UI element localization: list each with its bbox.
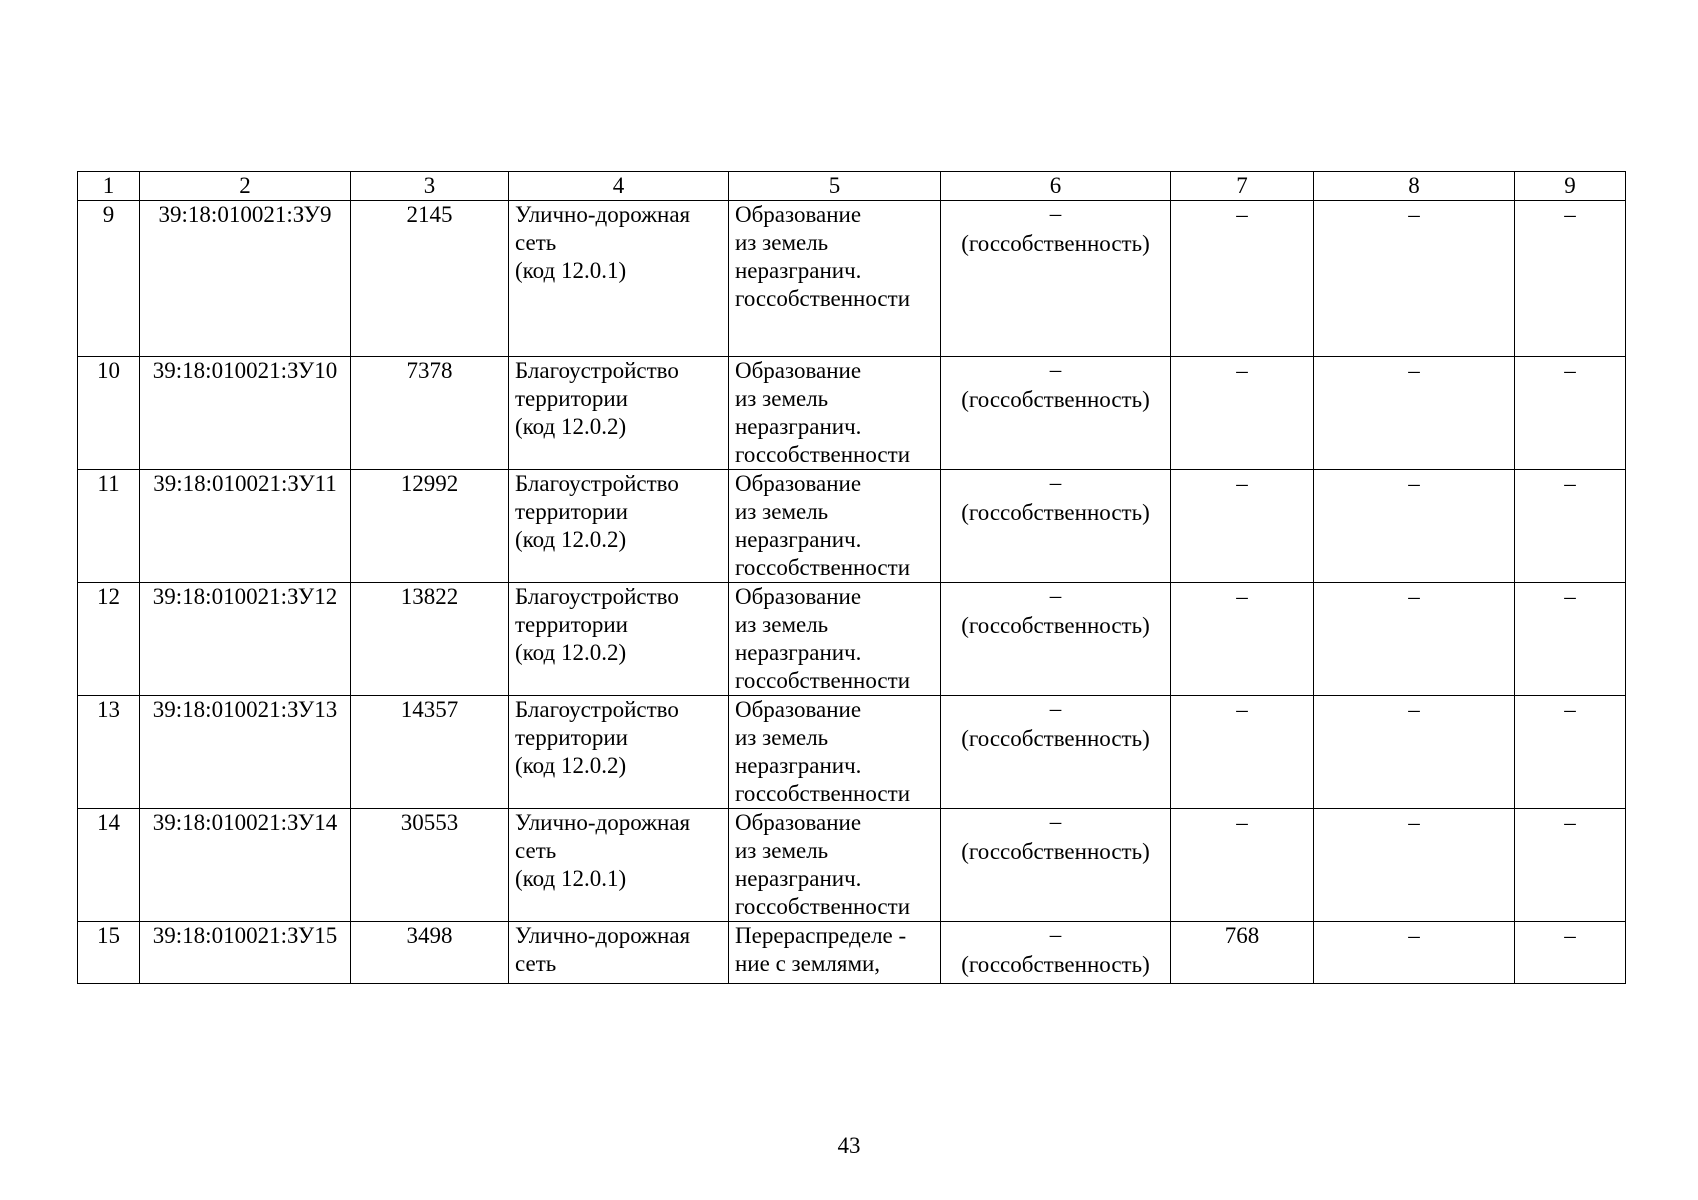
column-8-cell: –: [1314, 922, 1515, 984]
permitted-use-cell: [509, 696, 729, 809]
formation-method-line: госсобственности: [735, 668, 911, 693]
area-cell: 3498: [351, 922, 509, 984]
ownership-cell: [941, 696, 1171, 809]
table-row: [78, 696, 1626, 809]
formation-method-line: ние с землями,: [735, 951, 881, 976]
formation-method-line: неразгранич.: [735, 753, 862, 778]
table-header-row: [78, 172, 1626, 201]
ownership-text: (госсобственность): [961, 231, 1150, 256]
formation-method-line: госсобственности: [735, 286, 911, 311]
cadastral-number-cell: 39:18:010021:ЗУ14: [140, 809, 351, 922]
formation-method-line: Перераспределе -: [735, 923, 907, 948]
ownership-dash: –: [1049, 201, 1062, 226]
formation-method-line: неразгранич.: [735, 640, 862, 665]
cadastral-number-cell: 39:18:010021:ЗУ10: [140, 357, 351, 470]
cadastral-number-cell: 39:18:010021:ЗУ13: [140, 696, 351, 809]
permitted-use-line: (код 12.0.2): [515, 527, 627, 552]
area-cell: 2145: [351, 201, 509, 357]
column-7-cell: –: [1171, 696, 1314, 809]
ownership-text: (госсобственность): [961, 726, 1150, 751]
formation-method-cell: [729, 583, 941, 696]
column-7-cell: –: [1171, 357, 1314, 470]
formation-method-line: из земель: [735, 386, 829, 411]
permitted-use-line: Улично-дорожная: [515, 923, 691, 948]
formation-method-line: Образование: [735, 358, 862, 383]
permitted-use-cell: [509, 583, 729, 696]
column-header: 8: [1314, 172, 1515, 201]
formation-method-line: госсобственности: [735, 555, 911, 580]
page-number: 43: [837, 1133, 861, 1158]
ownership-cell: [941, 583, 1171, 696]
formation-method-line: Образование: [735, 202, 862, 227]
formation-method-line: Образование: [735, 471, 862, 496]
column-9-cell: –: [1515, 809, 1626, 922]
ownership-cell: [941, 357, 1171, 470]
permitted-use-cell: [509, 201, 729, 357]
permitted-use-line: Благоустройство: [515, 697, 679, 722]
formation-method-cell: [729, 357, 941, 470]
ownership-dash: –: [1049, 809, 1062, 834]
area-cell: 30553: [351, 809, 509, 922]
formation-method-line: Образование: [735, 584, 862, 609]
permitted-use-cell: [509, 922, 729, 984]
formation-method-line: из земель: [735, 725, 829, 750]
formation-method-line: из земель: [735, 612, 829, 637]
ownership-text: (госсобственность): [961, 839, 1150, 864]
column-8-cell: –: [1314, 809, 1515, 922]
column-8-cell: –: [1314, 696, 1515, 809]
column-8-cell: –: [1314, 201, 1515, 357]
row-number-cell: 15: [78, 922, 140, 984]
table-row: [78, 583, 1626, 696]
area-cell: 13822: [351, 583, 509, 696]
column-9-cell: –: [1515, 696, 1626, 809]
ownership-text: (госсобственность): [961, 952, 1150, 977]
permitted-use-line: территории: [515, 612, 628, 637]
row-number-cell: 9: [78, 201, 140, 357]
formation-method-line: госсобственности: [735, 442, 911, 467]
area-cell: 7378: [351, 357, 509, 470]
table-row: [78, 922, 1626, 984]
table-row: [78, 809, 1626, 922]
permitted-use-line: (код 12.0.1): [515, 866, 627, 891]
permitted-use-line: Благоустройство: [515, 358, 679, 383]
ownership-text: (госсобственность): [961, 500, 1150, 525]
permitted-use-cell: [509, 809, 729, 922]
row-number-cell: 14: [78, 809, 140, 922]
formation-method-line: Образование: [735, 697, 862, 722]
formation-method-line: из земель: [735, 838, 829, 863]
table-row: [78, 201, 1626, 357]
permitted-use-line: территории: [515, 499, 628, 524]
ownership-cell: [941, 922, 1171, 984]
cadastral-number-cell: 39:18:010021:ЗУ15: [140, 922, 351, 984]
row-number-cell: 11: [78, 470, 140, 583]
land-plots-table: [77, 171, 1626, 984]
column-header: 1: [78, 172, 140, 201]
area-cell: 12992: [351, 470, 509, 583]
column-header: 2: [140, 172, 351, 201]
permitted-use-line: Благоустройство: [515, 471, 679, 496]
column-8-cell: –: [1314, 583, 1515, 696]
column-header: 3: [351, 172, 509, 201]
permitted-use-line: сеть: [515, 230, 557, 255]
permitted-use-cell: [509, 357, 729, 470]
column-9-cell: –: [1515, 470, 1626, 583]
column-header: 9: [1515, 172, 1626, 201]
column-7-cell: –: [1171, 201, 1314, 357]
formation-method-line: госсобственности: [735, 781, 911, 806]
row-number-cell: 12: [78, 583, 140, 696]
column-9-cell: –: [1515, 357, 1626, 470]
permitted-use-line: (код 12.0.2): [515, 640, 627, 665]
ownership-cell: [941, 809, 1171, 922]
column-7-cell: –: [1171, 809, 1314, 922]
permitted-use-line: сеть: [515, 838, 557, 863]
permitted-use-line: Улично-дорожная: [515, 202, 691, 227]
formation-method-cell: [729, 922, 941, 984]
formation-method-line: неразгранич.: [735, 866, 862, 891]
column-9-cell: –: [1515, 922, 1626, 984]
area-cell: 14357: [351, 696, 509, 809]
permitted-use-line: (код 12.0.1): [515, 258, 627, 283]
formation-method-line: из земель: [735, 499, 829, 524]
column-8-cell: –: [1314, 470, 1515, 583]
column-header: 5: [729, 172, 941, 201]
formation-method-cell: [729, 809, 941, 922]
table-row: [78, 470, 1626, 583]
permitted-use-line: территории: [515, 386, 628, 411]
formation-method-line: неразгранич.: [735, 258, 862, 283]
ownership-cell: [941, 201, 1171, 357]
table-row: [78, 357, 1626, 470]
permitted-use-line: (код 12.0.2): [515, 753, 627, 778]
row-number-cell: 13: [78, 696, 140, 809]
ownership-dash: –: [1049, 470, 1062, 495]
permitted-use-line: территории: [515, 725, 628, 750]
permitted-use-line: Улично-дорожная: [515, 810, 691, 835]
ownership-text: (госсобственность): [961, 387, 1150, 412]
column-7-cell: 768: [1171, 922, 1314, 984]
column-9-cell: –: [1515, 201, 1626, 357]
cadastral-number-cell: 39:18:010021:ЗУ12: [140, 583, 351, 696]
column-8-cell: –: [1314, 357, 1515, 470]
ownership-dash: –: [1049, 583, 1062, 608]
column-7-cell: –: [1171, 583, 1314, 696]
formation-method-cell: [729, 470, 941, 583]
column-header: 6: [941, 172, 1171, 201]
column-header: 4: [509, 172, 729, 201]
formation-method-line: неразгранич.: [735, 414, 862, 439]
permitted-use-line: Благоустройство: [515, 584, 679, 609]
column-9-cell: –: [1515, 583, 1626, 696]
ownership-dash: –: [1049, 357, 1062, 382]
ownership-dash: –: [1049, 922, 1062, 947]
cadastral-number-cell: 39:18:010021:ЗУ11: [140, 470, 351, 583]
formation-method-cell: [729, 201, 941, 357]
permitted-use-line: (код 12.0.2): [515, 414, 627, 439]
formation-method-line: госсобственности: [735, 894, 911, 919]
formation-method-line: неразгранич.: [735, 527, 862, 552]
row-number-cell: 10: [78, 357, 140, 470]
formation-method-cell: [729, 696, 941, 809]
ownership-cell: [941, 470, 1171, 583]
ownership-dash: –: [1049, 696, 1062, 721]
permitted-use-line: сеть: [515, 951, 557, 976]
column-7-cell: –: [1171, 470, 1314, 583]
cadastral-number-cell: 39:18:010021:ЗУ9: [140, 201, 351, 357]
formation-method-line: Образование: [735, 810, 862, 835]
ownership-text: (госсобственность): [961, 613, 1150, 638]
column-header: 7: [1171, 172, 1314, 201]
permitted-use-cell: [509, 470, 729, 583]
formation-method-line: из земель: [735, 230, 829, 255]
